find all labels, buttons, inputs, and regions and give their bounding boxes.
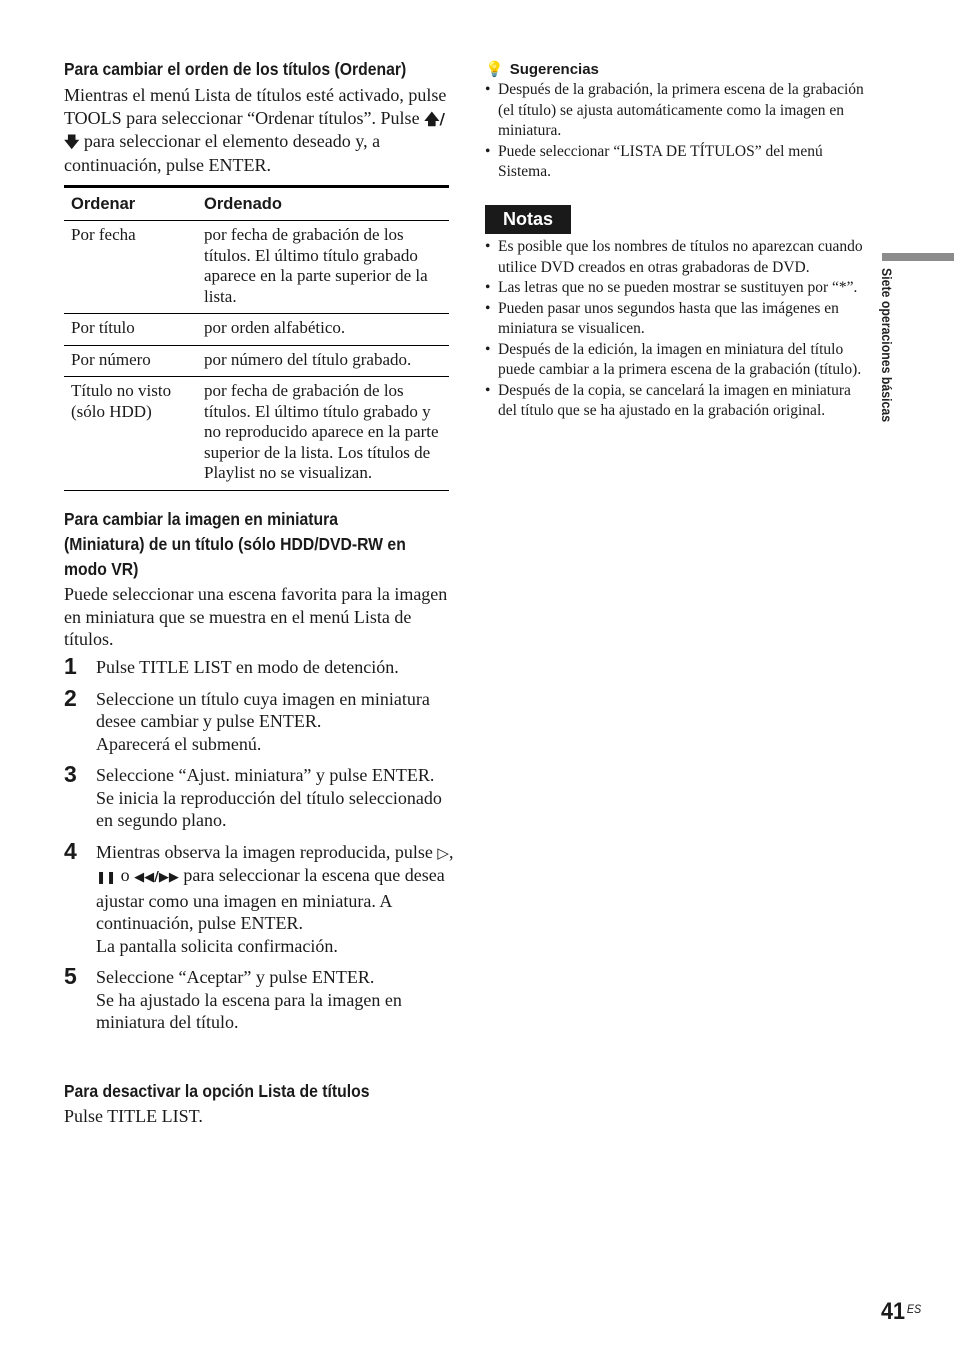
rewind-fastforward-icon: ◀◀/▶▶ bbox=[134, 870, 179, 885]
step-text: Seleccione “Aceptar” y pulse ENTER. bbox=[96, 967, 375, 987]
step-result: Aparecerá el submenú. bbox=[96, 733, 262, 754]
steps-list bbox=[64, 653, 454, 1043]
table-cell-option: Por fecha bbox=[64, 221, 197, 314]
table-cell-description: por fecha de grabación de los títulos. El último título grabado y no reproducido aparece en la parte superior de la lista. Los títulos de Playlist no se visualizan. bbox=[197, 377, 449, 491]
list-item: • Puede seleccionar “LISTA DE TÍTULOS” del menú Sistema. bbox=[485, 142, 870, 183]
thumbnail-heading-line3: modo VR) bbox=[64, 559, 139, 579]
table-header-sorted: Ordenado bbox=[197, 187, 449, 221]
step-text-a: Mientras observa la imagen reproducida, pulse bbox=[96, 841, 438, 862]
step-text: Seleccione un título cuya imagen en miniatura desee cambiar y pulse ENTER. bbox=[96, 688, 430, 731]
table-cell-option: Por número bbox=[64, 345, 197, 377]
page-number bbox=[881, 1298, 921, 1326]
step-sep: , bbox=[448, 841, 454, 862]
chapter-tab-bar bbox=[882, 253, 954, 261]
step-result: Se inicia la reproducción del título seleccionado en segundo plano. bbox=[96, 787, 442, 830]
step-text: Pulse TITLE LIST en modo de detención. bbox=[96, 657, 399, 677]
notes-list bbox=[485, 237, 870, 422]
step-number: 3 bbox=[64, 761, 77, 787]
list-item: • Pueden pasar unos segundos hasta que las imágenes en miniatura se visualicen. bbox=[485, 299, 870, 340]
table-cell-option: Título no visto (sólo HDD) bbox=[64, 377, 197, 491]
tip-lightbulb-icon: 💡 bbox=[485, 60, 504, 78]
sort-intro-text-1: Mientras el menú Lista de títulos esté activado, pulse TOOLS para seleccionar “Ordenar títulos”. Pulse bbox=[64, 85, 447, 128]
step-item bbox=[64, 653, 454, 679]
table-cell-description: por orden alfabético. bbox=[197, 314, 449, 346]
list-item: • Después de la grabación, la primera escena de la grabación (el título) se ajusta automáticamente como la imagen en miniatura. bbox=[485, 80, 870, 142]
notes-heading: Notas bbox=[485, 205, 571, 234]
step-sep: o bbox=[116, 865, 135, 885]
thumbnail-intro: Puede seleccionar una escena favorita para la imagen en miniatura que se muestra en el menú Lista de títulos. bbox=[64, 584, 448, 649]
tips-heading-label: Sugerencias bbox=[509, 61, 599, 78]
sort-options-table bbox=[64, 185, 449, 491]
table-row bbox=[64, 314, 449, 346]
step-item bbox=[64, 684, 454, 756]
play-icon: ▷ bbox=[437, 843, 449, 862]
table-cell-description: por número del título grabado. bbox=[197, 345, 449, 377]
table-row bbox=[64, 221, 449, 314]
list-item: • Es posible que los nombres de títulos no aparezcan cuando utilice DVD creados en otras grabadoras de DVD. bbox=[485, 237, 870, 278]
sort-heading: Para cambiar el orden de los títulos (Ordenar) bbox=[64, 59, 407, 79]
step-text: Seleccione “Ajust. miniatura” y pulse ENTER. bbox=[96, 765, 435, 785]
table-cell-description: por fecha de grabación de los títulos. El último título grabado aparece en la parte superior de la lista. bbox=[197, 221, 449, 314]
step-item bbox=[64, 963, 454, 1034]
step-result: La pantalla solicita confirmación. bbox=[96, 935, 338, 956]
step-item bbox=[64, 761, 454, 832]
table-row bbox=[64, 377, 449, 491]
list-item: • Después de la edición, la imagen en miniatura del título puede cambiar a la primera escena de la grabación (título). bbox=[485, 340, 870, 381]
page-language-suffix: ES bbox=[906, 1302, 922, 1316]
thumbnail-heading-line1: Para cambiar la imagen en miniatura bbox=[64, 509, 338, 529]
step-number: 5 bbox=[64, 963, 77, 989]
list-item: • Las letras que no se pueden mostrar se sustituyen por “*”. bbox=[485, 278, 870, 299]
pause-icon: ❚❚ bbox=[96, 870, 117, 884]
tips-list bbox=[485, 80, 870, 183]
table-row bbox=[64, 345, 449, 377]
thumbnail-heading bbox=[64, 507, 406, 582]
step-number: 4 bbox=[64, 837, 77, 864]
chapter-tab-label: Siete operaciones básicas bbox=[879, 268, 895, 423]
step-text-b: para seleccionar la escena que desea ajustar como una imagen en miniatura. A continuación, pulse ENTER. bbox=[96, 865, 445, 933]
step-item bbox=[64, 837, 454, 958]
table-cell-option: Por título bbox=[64, 314, 197, 346]
page-number-value: 41 bbox=[881, 1298, 906, 1325]
up-down-arrows-icon: 🡅/🡇 bbox=[64, 109, 445, 151]
step-number: 1 bbox=[64, 653, 77, 679]
table-header-row bbox=[64, 187, 449, 221]
tips-heading bbox=[485, 60, 599, 80]
title-list-off-heading: Para desactivar la opción Lista de títulos bbox=[64, 1081, 370, 1101]
thumbnail-heading-line2: (Miniatura) de un título (sólo HDD/DVD-RW en bbox=[64, 534, 406, 554]
list-item: • Después de la copia, se cancelará la imagen en miniatura del título que se ha ajustado en la grabación original. bbox=[485, 381, 870, 422]
sort-intro bbox=[64, 84, 454, 176]
step-result: Se ha ajustado la escena para la imagen en miniatura del título. bbox=[96, 989, 402, 1032]
sort-intro-text-2: para seleccionar el elemento deseado y, a continuación, pulse ENTER. bbox=[64, 131, 381, 175]
step-number: 2 bbox=[64, 684, 77, 711]
table-header-sort: Ordenar bbox=[64, 187, 197, 221]
title-list-off-body: Pulse TITLE LIST. bbox=[64, 1106, 203, 1126]
